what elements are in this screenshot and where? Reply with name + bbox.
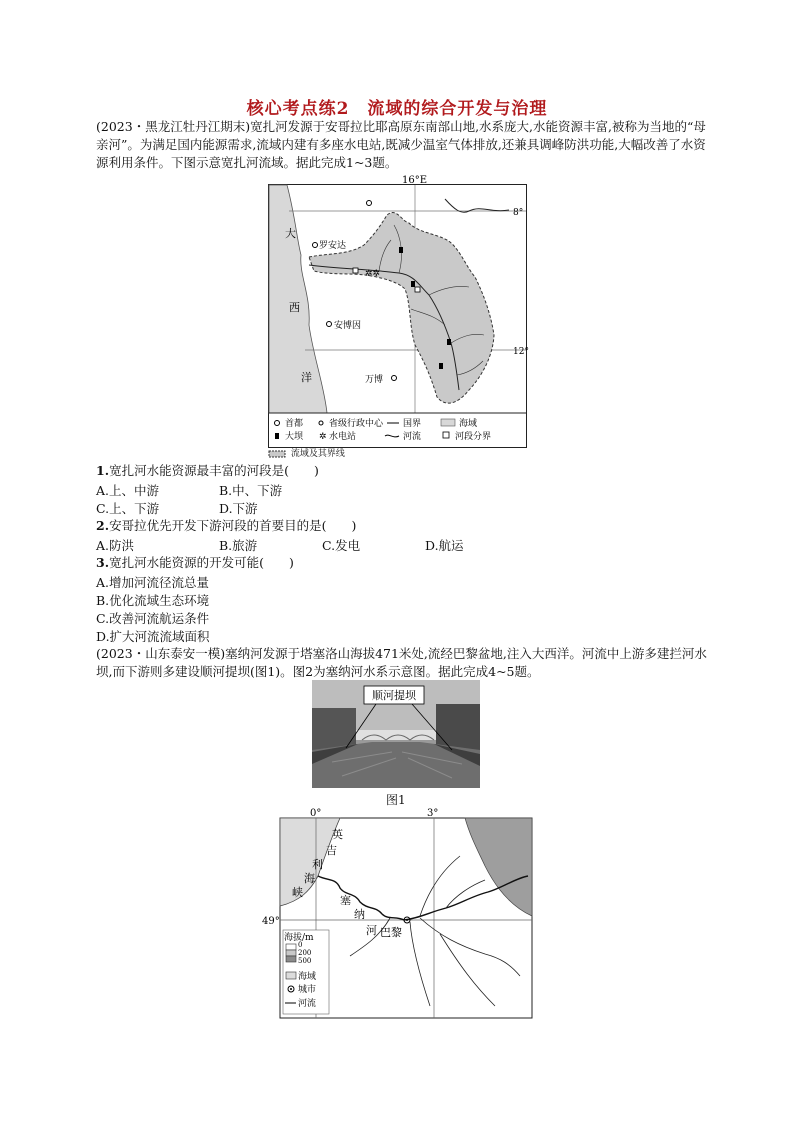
svg-text:海域: 海域 [459,419,478,429]
q3-option-b[interactable]: B.优化流域生态环境 [96,593,210,608]
river-embankment-photo [312,680,480,788]
q3-option-d[interactable]: D.扩大河流流域面积 [96,629,210,644]
svg-text:✲✲: ✲✲ [365,269,381,279]
photo-label: 顺河提坝 [372,689,416,702]
q3-option-a[interactable]: A.增加河流径流总量 [96,575,210,590]
q2-option-a[interactable]: A.防洪 [96,538,135,553]
question-1: 1.宽扎河水能资源最丰富的河段是( ) [96,463,319,478]
svg-text:500: 500 [298,957,312,965]
svg-text:河流: 河流 [298,999,317,1009]
passage-2: (2023・山东泰安一模)塞纳河发源于塔塞洛山海拔471米处,流经巴黎盆地,注入大西洋。河流中上游多建拦河水坝,而下游则多建设顺河提坝(图1)。图2为塞纳河水系示意图。据此完成4~5题。 [96,646,707,679]
ocean-char-2: 西 [289,301,300,314]
lon-0-label: 0° [310,808,322,819]
svg-text:河段分界: 河段分界 [455,432,492,442]
q1-option-d[interactable]: D.下游 [219,501,258,516]
q2-option-b[interactable]: B.旅游 [219,538,258,553]
question-2: 2.安哥拉优先开发下游河段的首要目的是( ) [96,518,357,533]
map1-legend-basin: 流域及其界线 [268,446,408,460]
svg-text:首都: 首都 [285,419,304,429]
svg-text:国界: 国界 [403,419,422,429]
river-char-2: 纳 [354,908,365,921]
q1-option-c[interactable]: C.上、下游 [96,501,160,516]
map2-legend [283,930,329,1014]
passage-1: (2023・黑龙江牡丹江期末)宽扎河发源于安哥拉比耶高原东南部山地,水系庞大,水能资源丰富,被称为当地的“母亲河”。为满足国内能源需求,流域内建有多座水电站,既减少温室气体排放,还兼具调峰防洪功能,大幅改善了水资源利用条件。下图示意宽扎河流域。据此完成1~3题。 [96,119,706,170]
map1-legend [275,417,492,442]
river-char-3: 河 [366,924,377,937]
svg-text:省级行政中心: 省级行政中心 [329,419,384,429]
svg-text:0: 0 [298,941,303,949]
svg-text:水电站: 水电站 [329,432,357,442]
page-title: 核心考点练2 流域的综合开发与治理 [246,99,548,119]
svg-text:大坝: 大坝 [285,432,304,442]
lon-3-label: 3° [427,808,439,819]
svg-text:200: 200 [298,949,312,957]
seine-river-map [262,806,540,1020]
lon-label: 16°E [402,175,428,186]
ocean-char-3: 洋 [301,371,312,384]
svg-text:✲: ✲ [319,432,327,442]
q1-option-b[interactable]: B.中、下游 [219,483,283,498]
question-3: 3.宽扎河水能资源的开发可能( ) [96,555,294,570]
strait-char-5: 峡 [292,886,303,899]
city-huambo: 万博 [365,375,384,385]
strait-char-2: 吉 [326,844,337,857]
q1-option-a[interactable]: A.上、中游 [96,483,160,498]
figure-1-caption: 图1 [386,793,406,807]
lat-49-label: 49° [262,916,280,927]
river-char-1: 塞 [340,894,351,907]
city-ambriz: 安博因 [334,321,362,331]
lat-bottom-label: 12° [513,347,529,357]
strait-char-4: 海 [304,872,315,885]
city-luanda: 罗安达 [319,241,347,251]
svg-text:河流: 河流 [403,432,422,442]
lat-top-label: 8° [513,208,524,218]
svg-text:海拔/m: 海拔/m [284,933,314,943]
q2-option-d[interactable]: D.航运 [425,538,464,553]
q3-option-c[interactable]: C.改善河流航运条件 [96,611,210,626]
ocean-char-1: 大 [285,227,296,240]
strait-char-3: 利 [312,858,323,871]
svg-text:海域: 海域 [298,972,317,982]
svg-text:城市: 城市 [298,985,317,995]
city-paris: 巴黎 [380,926,402,939]
q2-option-c[interactable]: C.发电 [322,538,361,553]
strait-char-1: 英 [332,828,343,841]
kwanza-basin-map [268,175,529,448]
